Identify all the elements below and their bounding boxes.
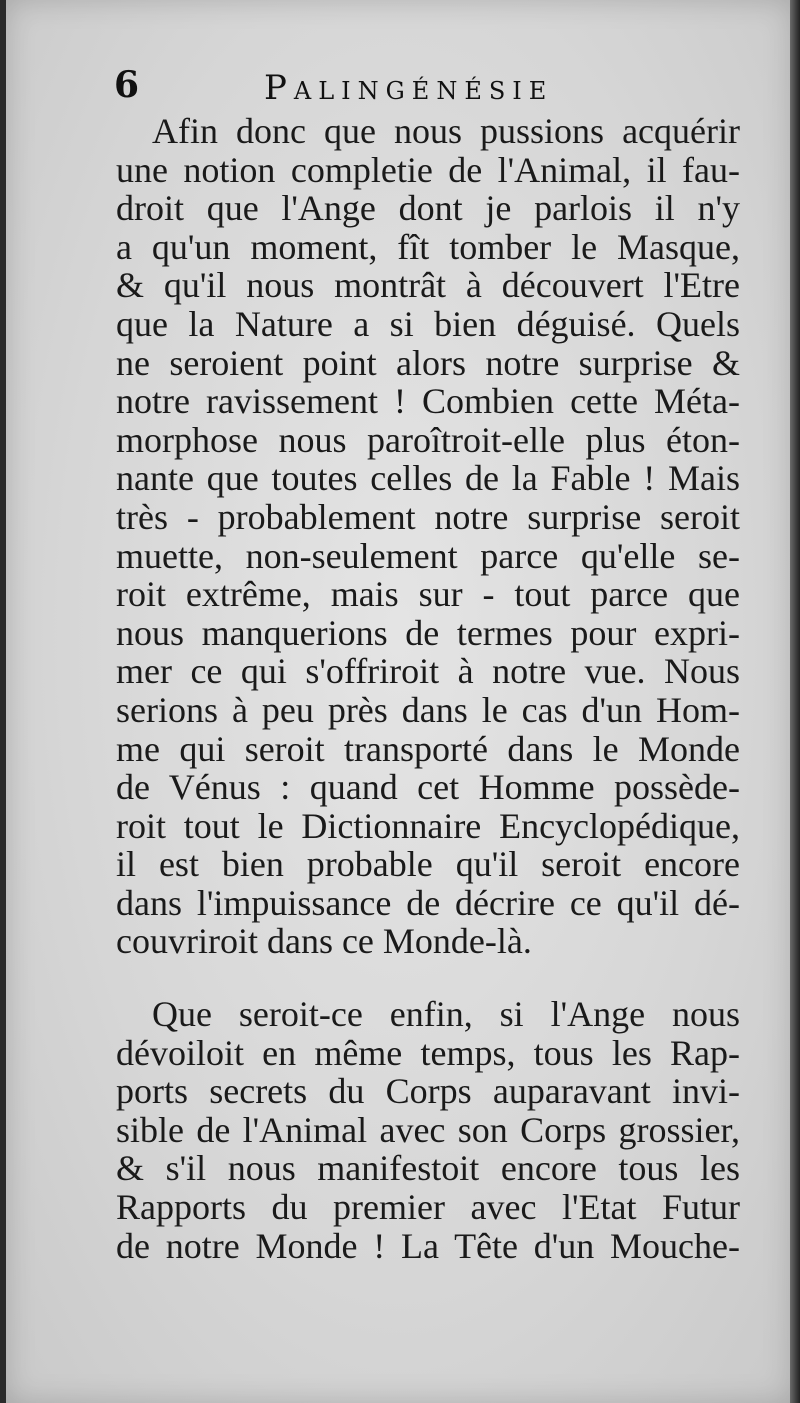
text-line: roit tout le Dictionnaire Encyclopédique, (116, 805, 740, 846)
text-line: muette, non-seulement parce qu'elle se- (116, 535, 740, 576)
text-line: droit que l'Ange dont je parlois il n'y (116, 188, 740, 229)
text-line: me qui seroit transporté dans le Monde (116, 728, 740, 769)
page-header (114, 62, 714, 112)
text-line: de Vénus : quand cet Homme possède- (116, 767, 740, 808)
text-line: notre ravissement ! Combien cette Méta- (116, 381, 740, 422)
text-line: Afin donc que nous pussions acquérir (152, 111, 740, 151)
paragraph-gap (116, 961, 740, 995)
page-number: 6 (114, 64, 140, 106)
text-line: une notion completie de l'Animal, il fau- (116, 149, 740, 190)
running-title: Palingénésie (264, 68, 554, 108)
text-line: roit extrême, mais sur - tout parce que (116, 574, 740, 615)
text-line: dévoiloit en même temps, tous les Rap- (116, 1032, 740, 1073)
paragraph (116, 112, 740, 961)
text-line: Rapports du premier avec l'Etat Futur (116, 1187, 740, 1228)
text-line: a qu'un moment, fît tomber le Masque, (116, 226, 740, 267)
text-line: très - probablement notre surprise seroit (116, 496, 740, 537)
text-line: sible de l'Animal avec son Corps grossier, (116, 1109, 740, 1150)
text-line: dans l'impuissance de décrire ce qu'il dé- (116, 882, 740, 923)
text-line: de notre Monde ! La Tête d'un Mouche- (116, 1225, 740, 1266)
text-line: ne seroient point alors notre surprise & (116, 342, 740, 383)
text-line: morphose nous paroîtroit-elle plus éton- (116, 419, 740, 460)
book-page (6, 0, 792, 1403)
text-line: serions à peu près dans le cas d'un Hom- (116, 689, 740, 730)
text-line: nous manquerions de termes pour expri- (116, 612, 740, 653)
paragraph (116, 995, 740, 1265)
page-edge-shadow (790, 0, 800, 1403)
text-line: & qu'il nous montrât à découvert l'Etre (116, 265, 740, 306)
text-line: ports secrets du Corps auparavant invi- (116, 1071, 740, 1112)
text-line: couvriroit dans ce Monde-là. (116, 921, 532, 962)
text-line: & s'il nous manifestoit encore tous les (116, 1148, 740, 1189)
text-line: il est bien probable qu'il seroit encore (116, 844, 740, 885)
body-text (116, 112, 740, 1265)
text-line: mer ce qui s'offriroit à notre vue. Nous (116, 651, 740, 692)
text-line: Que seroit-ce enfin, si l'Ange nous (152, 994, 740, 1035)
text-line: nante que toutes celles de la Fable ! Mais (116, 458, 740, 499)
text-line: que la Nature a si bien déguisé. Quels (116, 303, 740, 344)
